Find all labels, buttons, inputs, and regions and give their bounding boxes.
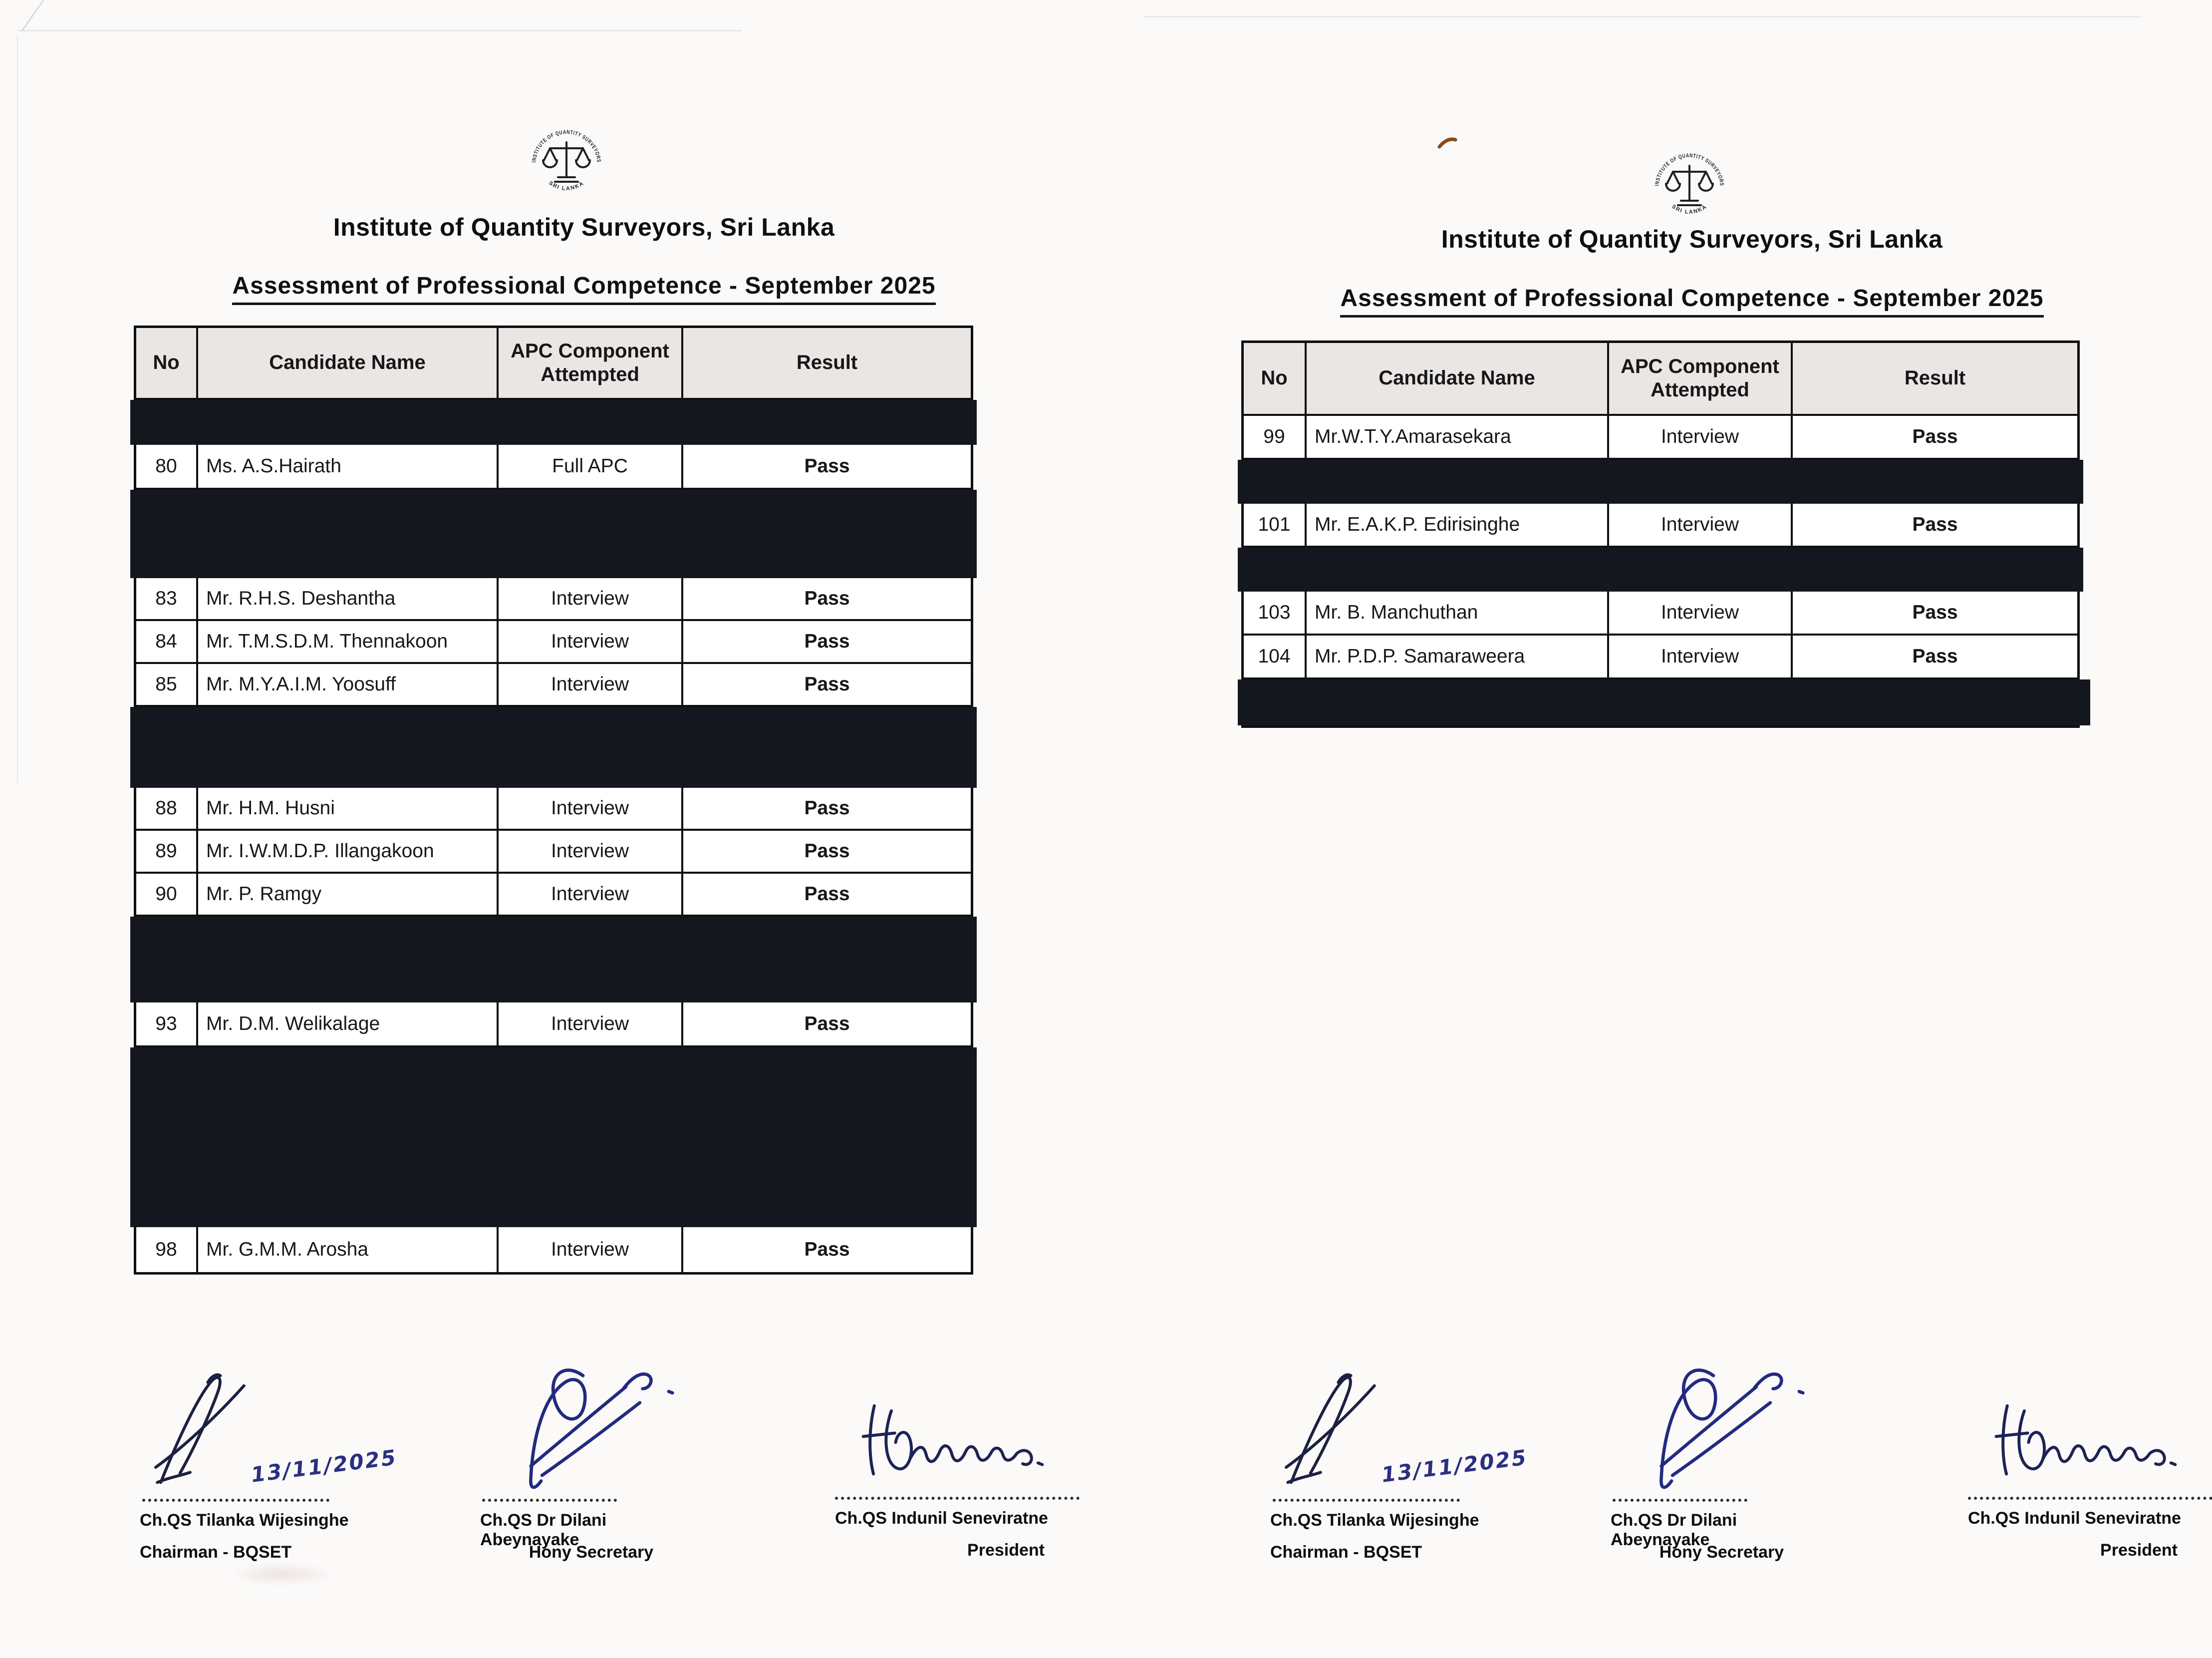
cell-candidate-name: Mr. T.M.S.D.M. Thennakoon bbox=[198, 621, 499, 662]
cell-candidate-name: Mr. G.M.M. Arosha bbox=[198, 1227, 499, 1272]
signature-block-secretary bbox=[1605, 1348, 1839, 1583]
header-component: APC Component Attempted bbox=[1609, 343, 1793, 414]
signature-indunil-seneviratne bbox=[831, 1390, 1083, 1493]
cell-component: Full APC bbox=[499, 445, 683, 488]
signature-date: 13/11/2025 bbox=[250, 1445, 399, 1487]
cell-result: Pass bbox=[804, 455, 850, 477]
cell-no: 98 bbox=[136, 1227, 198, 1272]
cell-component: Interview bbox=[499, 621, 683, 662]
signature-block-chairman bbox=[125, 1348, 399, 1583]
stray-pen-mark bbox=[1437, 134, 1457, 151]
cell-result: Pass bbox=[804, 797, 850, 819]
redacted-row bbox=[1238, 460, 2083, 504]
iqs-logo-seal-icon bbox=[524, 122, 609, 207]
institute-title: Institute of Quantity Surveyors, Sri Lanka bbox=[1441, 225, 1943, 253]
cell-no: 85 bbox=[136, 664, 198, 705]
table-row bbox=[1244, 416, 2077, 460]
cell-no: 80 bbox=[136, 445, 198, 488]
cell-no: 103 bbox=[1244, 592, 1307, 634]
document-title bbox=[1318, 285, 2066, 312]
table-header-row bbox=[136, 328, 971, 400]
signatory-name: Ch.QS Indunil Seneviratne bbox=[835, 1509, 1048, 1528]
cell-candidate-name: Mr. E.A.K.P. Edirisinghe bbox=[1307, 504, 1609, 546]
signature-dilani-abeynayake bbox=[484, 1358, 684, 1498]
signature-dotted-line bbox=[835, 1497, 1080, 1500]
redacted-rows bbox=[130, 490, 977, 578]
cell-component: Interview bbox=[499, 831, 683, 872]
signature-block-president bbox=[826, 1348, 1088, 1583]
header-candidate-name: Candidate Name bbox=[198, 328, 499, 398]
redacted-row bbox=[1238, 679, 2090, 725]
signature-dilani-abeynayake bbox=[1615, 1358, 1814, 1498]
header-result: Result bbox=[1793, 343, 2077, 414]
signatory-title: Hony Secretary bbox=[1659, 1543, 1784, 1562]
signature-block-president bbox=[1959, 1348, 2212, 1583]
logo-arc-top-text: INSTITUTE OF QUANTITY SURVEYORS bbox=[531, 129, 602, 164]
cell-candidate-name: Mr. R.H.S. Deshantha bbox=[198, 578, 499, 619]
signatory-name: Ch.QS Dr Dilani Abeynayake bbox=[1611, 1511, 1737, 1549]
cell-result: Pass bbox=[1912, 426, 1958, 447]
table-header-row bbox=[1244, 343, 2077, 416]
signatory-name: Ch.QS Dr Dilani Abeynayake bbox=[480, 1511, 607, 1549]
table-row bbox=[1244, 504, 2077, 548]
table-row bbox=[136, 621, 971, 664]
cell-no: 99 bbox=[1244, 416, 1307, 458]
scales-icon bbox=[1666, 166, 1713, 205]
signature-dotted-line bbox=[1968, 1497, 2212, 1500]
signatory-name: Ch.QS Indunil Seneviratne bbox=[1968, 1509, 2181, 1528]
table-row bbox=[136, 788, 971, 831]
signature-dotted-line bbox=[1273, 1499, 1460, 1502]
cell-result: Pass bbox=[804, 883, 850, 905]
cell-component: Interview bbox=[499, 788, 683, 829]
table-row bbox=[1244, 636, 2077, 679]
scan-edge-corner bbox=[21, 0, 56, 32]
logo-arc-top-text: INSTITUTE OF QUANTITY SURVEYORS bbox=[1654, 152, 1725, 188]
table-row bbox=[136, 874, 971, 917]
cell-no: 89 bbox=[136, 831, 198, 872]
cell-no: 84 bbox=[136, 621, 198, 662]
signature-indunil-seneviratne bbox=[1964, 1390, 2212, 1493]
table-row bbox=[136, 1227, 971, 1272]
cell-component: Interview bbox=[499, 1227, 683, 1272]
signatory-title: President bbox=[967, 1541, 1045, 1560]
cell-result: Pass bbox=[804, 673, 850, 695]
signature-block-chairman bbox=[1255, 1348, 1529, 1583]
cell-component: Interview bbox=[1609, 416, 1793, 458]
scales-icon bbox=[543, 142, 590, 182]
logo-arc-bottom-text: SRI LANKA bbox=[548, 180, 585, 192]
header-candidate-name: Candidate Name bbox=[1307, 343, 1609, 414]
table-row bbox=[136, 445, 971, 490]
signature-dotted-line bbox=[482, 1499, 617, 1502]
table-row bbox=[136, 1002, 971, 1047]
header-result: Result bbox=[683, 328, 971, 398]
scan-edge-top bbox=[1143, 16, 2141, 17]
cell-component: Interview bbox=[499, 874, 683, 915]
cell-no: 104 bbox=[1244, 636, 1307, 677]
page-right bbox=[1106, 0, 2212, 1658]
institute-title: Institute of Quantity Surveyors, Sri Lanka bbox=[333, 213, 835, 241]
redacted-row bbox=[130, 400, 977, 445]
signatory-title: Chairman - BQSET bbox=[140, 1543, 292, 1562]
cell-result: Pass bbox=[804, 631, 850, 652]
table-row bbox=[136, 831, 971, 874]
document-title-text: Assessment of Professional Competence - September 2025 bbox=[1340, 285, 2043, 318]
scan-edge-top bbox=[18, 30, 742, 31]
signatory-title: President bbox=[2100, 1541, 2178, 1560]
redacted-rows bbox=[130, 1047, 977, 1227]
cell-candidate-name: Mr.W.T.Y.Amarasekara bbox=[1307, 416, 1609, 458]
signature-dotted-line bbox=[1613, 1499, 1747, 1502]
cell-result: Pass bbox=[1912, 602, 1958, 623]
cell-no: 101 bbox=[1244, 504, 1307, 546]
table-row bbox=[136, 664, 971, 707]
signature-date: 13/11/2025 bbox=[1380, 1445, 1529, 1487]
scan-edge-left bbox=[17, 35, 18, 784]
table-row bbox=[1244, 592, 2077, 636]
signatory-title: Hony Secretary bbox=[529, 1543, 654, 1562]
redacted-rows bbox=[130, 707, 977, 788]
cell-component: Interview bbox=[1609, 636, 1793, 677]
signatory-name: Ch.QS Tilanka Wijesinghe bbox=[140, 1511, 349, 1530]
cell-candidate-name: Mr. H.M. Husni bbox=[198, 788, 499, 829]
header-component: APC Component Attempted bbox=[499, 328, 683, 398]
header-no: No bbox=[136, 328, 198, 398]
redacted-row bbox=[1238, 548, 2083, 592]
cell-candidate-name: Mr. B. Manchuthan bbox=[1307, 592, 1609, 634]
cell-result: Pass bbox=[804, 1239, 850, 1260]
cell-no: 90 bbox=[136, 874, 198, 915]
cell-no: 88 bbox=[136, 788, 198, 829]
cell-result: Pass bbox=[1912, 646, 1958, 667]
results-table bbox=[1241, 340, 2080, 728]
signatory-name: Ch.QS Tilanka Wijesinghe bbox=[1270, 1511, 1479, 1530]
cell-candidate-name: Mr. D.M. Welikalage bbox=[198, 1002, 499, 1045]
cell-component: Interview bbox=[1609, 592, 1793, 634]
cell-candidate-name: Mr. I.W.M.D.P. Illangakoon bbox=[198, 831, 499, 872]
cell-candidate-name: Mr. M.Y.A.I.M. Yoosuff bbox=[198, 664, 499, 705]
redacted-rows bbox=[130, 917, 977, 1002]
cell-component: Interview bbox=[499, 1002, 683, 1045]
logo-arc-bottom-text: SRI LANKA bbox=[1670, 203, 1708, 216]
cell-result: Pass bbox=[1912, 514, 1958, 535]
signature-block-secretary bbox=[474, 1348, 709, 1583]
cell-no: 83 bbox=[136, 578, 198, 619]
document-title-text: Assessment of Professional Competence - September 2025 bbox=[232, 273, 935, 305]
header-no: No bbox=[1244, 343, 1307, 414]
cell-result: Pass bbox=[804, 1013, 850, 1034]
cell-candidate-name: Mr. P. Ramgy bbox=[198, 874, 499, 915]
cell-component: Interview bbox=[1609, 504, 1793, 546]
cell-result: Pass bbox=[804, 588, 850, 609]
signatory-title: Chairman - BQSET bbox=[1270, 1543, 1422, 1562]
table-row bbox=[136, 578, 971, 621]
cell-candidate-name: Mr. P.D.P. Samaraweera bbox=[1307, 636, 1609, 677]
cell-result: Pass bbox=[804, 840, 850, 862]
cell-no: 93 bbox=[136, 1002, 198, 1045]
cell-component: Interview bbox=[499, 664, 683, 705]
document-title bbox=[210, 272, 958, 300]
signature-dotted-line bbox=[142, 1499, 329, 1502]
iqs-logo-seal-icon bbox=[1647, 146, 1732, 231]
results-table bbox=[134, 326, 973, 1275]
cell-component: Interview bbox=[499, 578, 683, 619]
cell-candidate-name: Ms. A.S.Hairath bbox=[198, 445, 499, 488]
